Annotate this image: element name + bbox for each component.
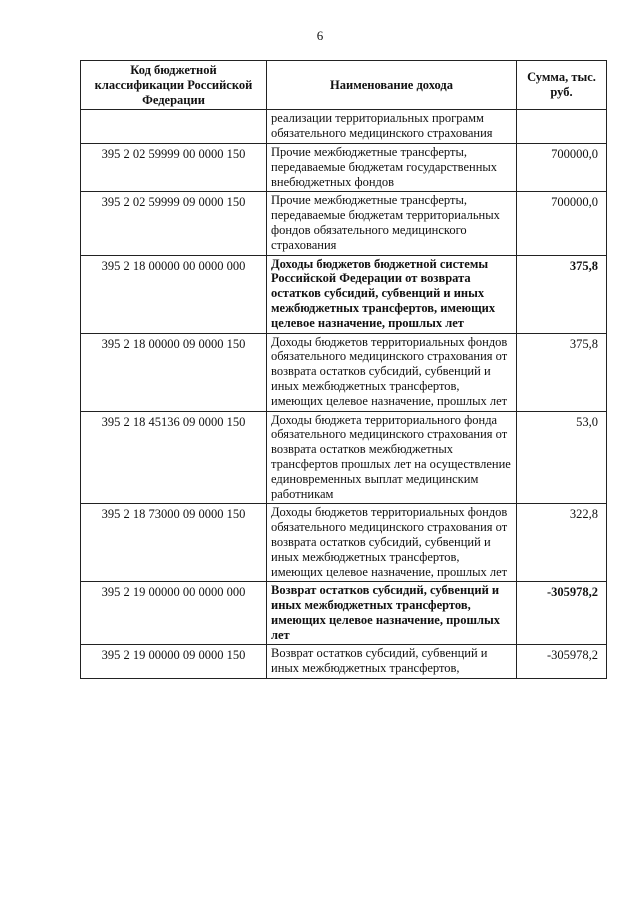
row-sum (517, 110, 607, 144)
row-name: Доходы бюджетов территориальных фондов обязательного медицинского страхования от возврата остатков субсидий, субвенций и иных межбюджетных трансфертов, имеющих целевое назначение, прошлых лет (267, 333, 517, 411)
row-sum: 700000,0 (517, 192, 607, 255)
table-row (81, 411, 607, 504)
table-row (81, 143, 607, 191)
row-code: 395 2 02 59999 09 0000 150 (81, 192, 267, 255)
table-row (81, 645, 607, 679)
row-sum: -305978,2 (517, 645, 607, 679)
table-row (81, 192, 607, 255)
row-code: 395 2 18 00000 00 0000 000 (81, 255, 267, 333)
table-row (81, 333, 607, 411)
page-number: 6 (316, 28, 324, 43)
row-name: Возврат остатков субсидий, субвенций и иных межбюджетных трансфертов, (267, 645, 517, 679)
row-name: Доходы бюджетов территориальных фондов обязательного медицинского страхования от возврата остатков субсидий, субвенций и иных межбюджетных трансфертов, имеющих целевое назначение, прошлых лет (267, 504, 517, 582)
row-sum: 375,8 (517, 255, 607, 333)
row-code (81, 110, 267, 144)
row-code: 395 2 18 73000 09 0000 150 (81, 504, 267, 582)
row-name: Прочие межбюджетные трансферты, передаваемые бюджетам территориальных фондов обязательного медицинского страхования (267, 192, 517, 255)
row-name: реализации территориальных программ обязательного медицинского страхования (267, 110, 517, 144)
table-row (81, 110, 607, 144)
header-code: Код бюджетной классификации Российской Федерации (81, 61, 267, 110)
row-code: 395 2 19 00000 09 0000 150 (81, 645, 267, 679)
header-sum: Сумма, тыс. руб. (517, 61, 607, 110)
income-table (80, 60, 607, 679)
header-name: Наименование дохода (267, 61, 517, 110)
row-sum: 53,0 (517, 411, 607, 504)
row-code: 395 2 18 45136 09 0000 150 (81, 411, 267, 504)
row-code: 395 2 02 59999 00 0000 150 (81, 143, 267, 191)
table-row (81, 504, 607, 582)
table-header (81, 61, 607, 110)
row-code: 395 2 19 00000 00 0000 000 (81, 582, 267, 645)
row-name: Прочие межбюджетные трансферты, передаваемые бюджетам государственных внебюджетных фондов (267, 143, 517, 191)
table-row (81, 255, 607, 333)
row-sum: 375,8 (517, 333, 607, 411)
row-name: Возврат остатков субсидий, субвенций и иных межбюджетных трансфертов, имеющих целевое назначение, прошлых лет (267, 582, 517, 645)
row-name: Доходы бюджетов бюджетной системы Российской Федерации от возврата остатков субсидий, субвенций и иных межбюджетных трансфертов, имеющих целевое назначение, прошлых лет (267, 255, 517, 333)
header-row (81, 61, 607, 110)
row-name: Доходы бюджета территориального фонда обязательного медицинского страхования от возврата остатков межбюджетных трансфертов прошлых лет на осуществление единовременных выплат медицинским работникам (267, 411, 517, 504)
row-code: 395 2 18 00000 09 0000 150 (81, 333, 267, 411)
table-body (81, 110, 607, 679)
table-row (81, 582, 607, 645)
row-sum: 322,8 (517, 504, 607, 582)
row-sum: 700000,0 (517, 143, 607, 191)
row-sum: -305978,2 (517, 582, 607, 645)
